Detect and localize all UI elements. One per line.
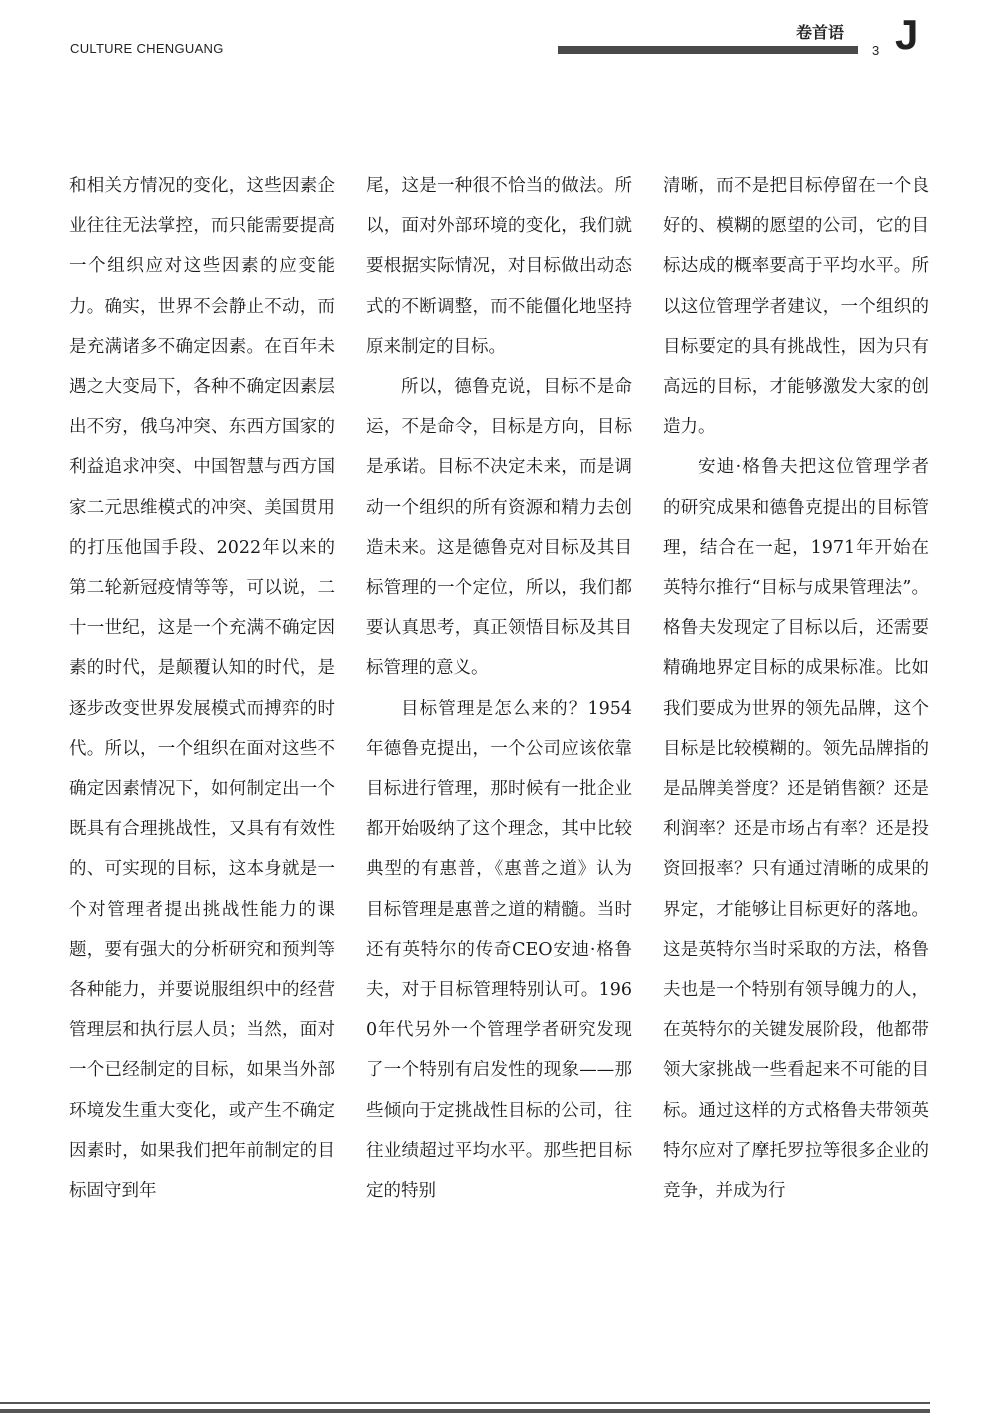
header-rule [558, 46, 858, 54]
paragraph: 清晰，而不是把目标停留在一个良好的、模糊的愿望的公司，它的目标达成的概率要高于平均水平。所以这位管理学者建议，一个组织的目标要定的具有挑战性，因为只有高远的目标，才能够激发大家的创造力。 [663, 176, 929, 438]
paragraph: 所以，德鲁克说，目标不是命运，不是命令，目标是方向，目标是承诺。目标不决定未来，而是调动一个组织的所有资源和精力去创造未来。这是德鲁克对目标及其目标管理的一个定位，所以，我们都要认真思考，真正领悟目标及其目标管理的意义。 [366, 377, 632, 679]
text-column-1 [69, 166, 335, 1211]
paragraph: 安迪·格鲁夫把这位管理学者的研究成果和德鲁克提出的目标管理，结合在一起，1971年开始在英特尔推行“目标与成果管理法”。格鲁夫发现定了目标以后，还需要精确地界定目标的成果标准。比如我们要成为世界的领先品牌，这个目标是比较模糊的。领先品牌指的是品牌美誉度？还是销售额？还是利润率？还是市场占有率？还是投资回报率？只有通过清晰的成果的界定，才能够让目标更好的落地。这是英特尔当时采取的方法，格鲁夫也是一个特别有领导魄力的人，在英特尔的关键发展阶段，他都带领大家挑战一些看起来不可能的目标。通过这样的方式格鲁夫带领英特尔应对了摩托罗拉等很多企业的竞争，并成为行 [663, 457, 929, 1202]
paragraph: 尾，这是一种很不恰当的做法。所以，面对外部环境的变化，我们就要根据实际情况，对目标做出动态式的不断调整，而不能僵化地坚持原来制定的目标。 [366, 176, 632, 357]
text-column-2 [366, 166, 632, 1211]
paragraph: 和相关方情况的变化，这些因素企业往往无法掌控，而只能需要提高一个组织应对这些因素的应变能力。确实，世界不会静止不动，而是充满诸多不确定因素。在百年未遇之大变局下，各种不确定因素层出不穷，俄乌冲突、东西方国家的利益追求冲突、中国智慧与西方国家二元思维模式的冲突、美国贯用的打压他国手段、2022年以来的第二轮新冠疫情等等，可以说，二十一世纪，这是一个充满不确定因素的时代，是颠覆认知的时代，是逐步改变世界发展模式而搏弈的时代。所以，一个组织在面对这些不确定因素情况下，如何制定出一个既具有合理挑战性，又具有有效性的、可实现的目标，这本身就是一个对管理者提出挑战性能力的课题，要有强大的分析研究和预判等各种能力，并要说服组织中的经营管理层和执行层人员；当然，面对一个已经制定的目标，如果当外部环境发生重大变化，或产生不确定因素时，如果我们把年前制定的目标固守到年 [69, 176, 335, 1202]
text-column-3 [663, 166, 929, 1211]
page-number: 3 [872, 43, 880, 58]
journal-logo-letter: J [895, 11, 919, 58]
section-title: 卷首语 [796, 23, 845, 42]
paragraph: 目标管理是怎么来的？1954年德鲁克提出，一个公司应该依靠目标进行管理，那时候有一批企业都开始吸纳了这个理念，其中比较典型的有惠普，《惠普之道》认为目标管理是惠普之道的精髓。当时还有英特尔的传奇CEO安迪·格鲁夫，对于目标管理特别认可。1960年代另外一个管理学者研究发现了一个特别有启发性的现象——那些倾向于定挑战性目标的公司，往往业绩超过平均水平。那些把目标定的特别 [366, 698, 632, 1202]
footer-rule [0, 1409, 930, 1413]
footer-rule [0, 1402, 930, 1404]
running-header-title: CULTURE CHENGUANG [70, 41, 224, 56]
